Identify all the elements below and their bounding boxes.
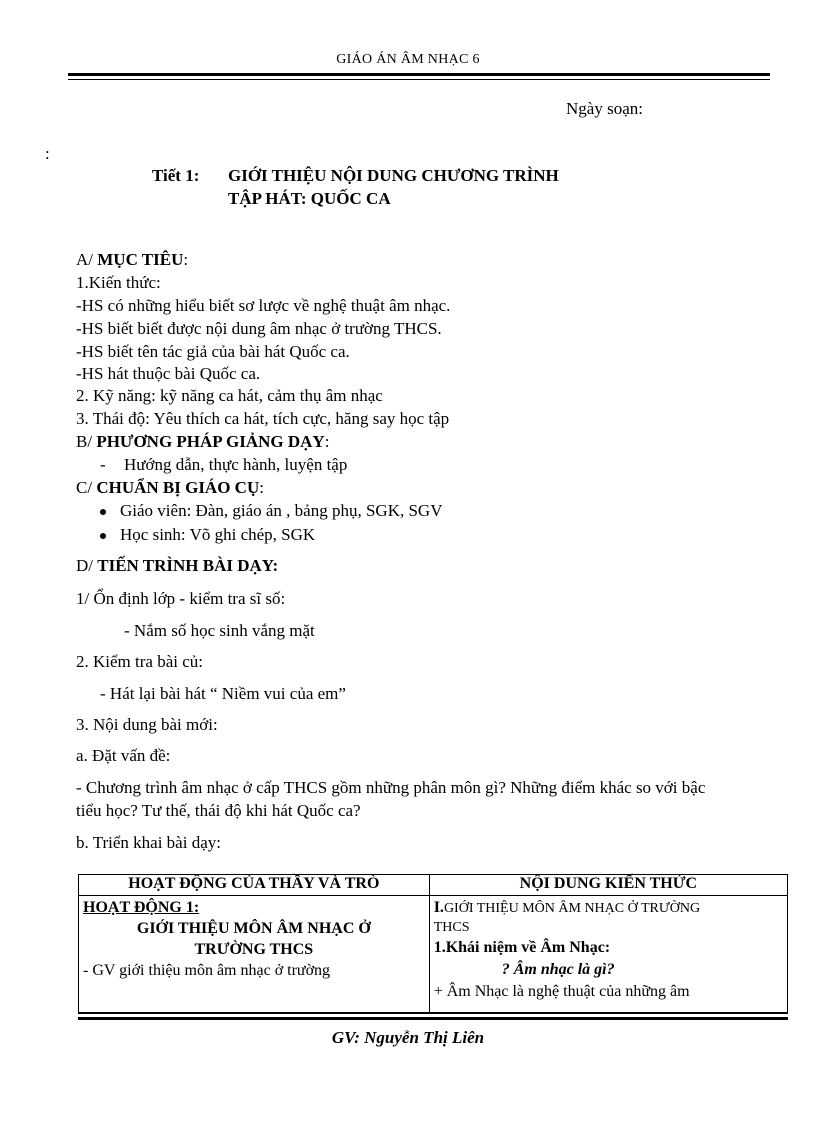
lesson-title-line2: TẬP HÁT: QUỐC CA	[228, 189, 391, 208]
section-a-line: 1.Kiến thức:	[76, 273, 161, 292]
section-c-bullet-item: Học sinh: Võ ghi chép, SGK	[100, 525, 315, 545]
step1: 1/ Ổn định lớp - kiểm tra sĩ số:	[76, 589, 286, 608]
lesson-plan-table	[78, 874, 788, 1013]
section-a-line: 2. Kỹ năng: kỹ năng ca hát, cảm thụ âm nhạc	[76, 386, 383, 405]
section-c-heading: C/ CHUẨN BỊ GIÁO CỤ:	[76, 478, 264, 497]
content-section-title-line2: THCS	[433, 920, 470, 935]
date-label: Ngày soạn:	[566, 99, 643, 118]
section-a-line: -HS có những hiểu biết sơ lược về nghệ thuật âm nhạc.	[76, 296, 451, 315]
activity-title-line2: TRƯỜNG THCS	[194, 941, 314, 958]
content-cell	[429, 896, 787, 1013]
step2: 2. Kiểm tra bài củ:	[76, 652, 203, 671]
section-a-heading: A/ MỤC TIÊU:	[76, 250, 189, 269]
step3: 3. Nội dung bài mới:	[76, 715, 218, 734]
margin-mark: :	[45, 144, 50, 163]
table-header-activity: HOẠT ĐỘNG CỦA THẦY VÀ TRÒ	[79, 875, 430, 896]
section-b-heading: B/ PHƯƠNG PHÁP GIẢNG DẠY:	[76, 432, 330, 451]
question-line2: tiểu học? Tư thế, thái độ khi hát Quốc ca?	[76, 801, 361, 820]
document-header-title: GIÁO ÁN ÂM NHẠC 6	[336, 52, 480, 67]
section-a-line: -HS biết tên tác giả của bài hát Quốc ca.	[76, 342, 350, 361]
concept-question: ? Âm nhạc là gì?	[501, 961, 615, 978]
lesson-period: Tiết 1:	[152, 166, 200, 185]
footer-rule-thick	[78, 1017, 788, 1020]
question-line1: - Chương trình âm nhạc ở cấp THCS gồm những phân môn gì? Những điểm khác so với bậc	[76, 778, 706, 797]
step3a: a. Đặt vấn đề:	[76, 746, 171, 765]
section-a-line: -HS hát thuộc bài Quốc ca.	[76, 364, 261, 383]
bullet-dot-icon	[100, 509, 106, 515]
content-section-title-line1: I.GIỚI THIỆU MÔN ÂM NHẠC Ở TRƯỜNG	[433, 899, 701, 916]
lesson-title-line1: GIỚI THIỆU NỘI DUNG CHƯƠNG TRÌNH	[228, 166, 559, 185]
section-d-heading: D/ TIẾN TRÌNH BÀI DẠY:	[76, 556, 279, 575]
table-header-content: NỘI DUNG KIẾN THỨC	[429, 875, 787, 896]
section-b-item: Hướng dẫn, thực hành, luyện tập	[124, 455, 348, 474]
concept-heading: 1.Khái niệm về Âm Nhạc:	[433, 939, 611, 956]
concept-answer: + Âm Nhạc là nghệ thuật của những âm	[433, 983, 690, 1000]
step3b: b. Triển khai bài dạy:	[76, 833, 221, 852]
teacher-signature: GV: Nguyễn Thị Liên	[331, 1028, 485, 1047]
header-rule-thick	[68, 73, 770, 76]
section-a-line: -HS biết biết được nội dung âm nhạc ở trường THCS.	[76, 319, 442, 338]
table-row	[79, 896, 788, 1013]
table-header-row	[79, 875, 788, 896]
section-c-bullet-item: Giáo viên: Đàn, giáo án , bảng phụ, SGK, SGV	[100, 501, 443, 521]
activity-cell	[79, 896, 430, 1013]
step2-detail: - Hát lại bài hát “ Niềm vui của em”	[100, 684, 346, 703]
step1-detail: - Nắm số học sinh vắng mặt	[124, 621, 315, 640]
activity-title-line1: GIỚI THIỆU MÔN ÂM NHẠC Ở	[136, 920, 371, 937]
section-a-line: 3. Thái độ: Yêu thích ca hát, tích cực, hăng say học tập	[76, 409, 450, 428]
activity-text: - GV giới thiệu môn âm nhạc ở trường	[83, 962, 331, 979]
activity-label: HOẠT ĐỘNG 1:	[83, 899, 200, 916]
footer-rule-thin	[78, 1013, 788, 1014]
bullet-dot-icon	[100, 533, 106, 539]
section-b-dash: -	[100, 455, 106, 474]
header-rule-thin	[68, 79, 770, 80]
